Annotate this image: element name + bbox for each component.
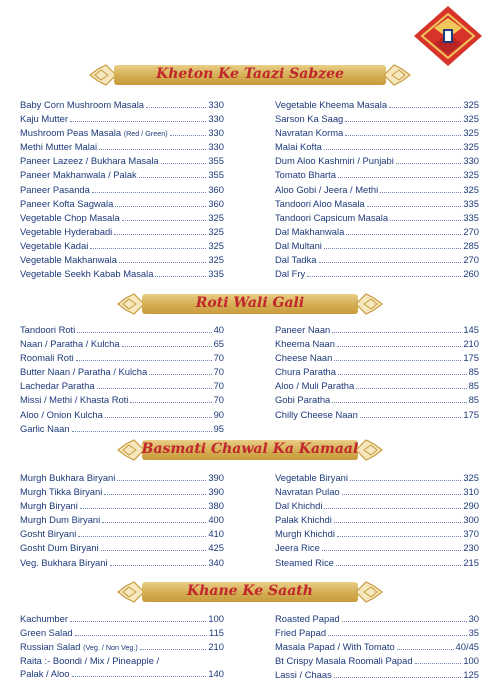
menu-item: Aloo / Onion Kulcha 90 bbox=[20, 408, 224, 420]
menu-column-right bbox=[275, 323, 479, 422]
menu-item: Baby Corn Mushroom Masala 330 bbox=[20, 99, 224, 110]
menu-item: Roomali Roti 70 bbox=[20, 352, 224, 364]
menu-item: Dal Fry 260 bbox=[275, 268, 479, 280]
menu-item: Paneer Naan 145 bbox=[275, 324, 479, 335]
section-banner bbox=[0, 62, 500, 90]
menu-item: Gobi Paratha 85 bbox=[275, 394, 479, 406]
section-title: Khane Ke Saath bbox=[187, 583, 313, 599]
menu-item: Kaju Mutter 330 bbox=[20, 113, 224, 125]
menu-item: Tandoori Aloo Masala 335 bbox=[275, 197, 479, 209]
menu-item: Paneer Makhanwala / Palak 355 bbox=[20, 169, 224, 181]
menu-item: Jeera Rice 230 bbox=[275, 542, 479, 554]
menu-item: Lassi / Chaas 125 bbox=[275, 669, 479, 681]
menu-item: Missi / Methi / Khasta Roti 70 bbox=[20, 394, 224, 406]
menu-item: Bt Crispy Masala Roomali Papad 100 bbox=[275, 655, 479, 667]
menu-item: Murgh Khichdi 370 bbox=[275, 528, 479, 540]
menu-item: Masala Papad / With Tomato 40/45 bbox=[275, 641, 479, 653]
menu-item: Dal Multani 285 bbox=[275, 239, 479, 251]
menu-item: Paneer Kofta Sagwala 360 bbox=[20, 197, 224, 209]
menu-item: Malai Kofta 325 bbox=[275, 141, 479, 153]
section-title: Basmati Chawal Ka Kamaal bbox=[141, 441, 359, 457]
menu-item: Green Salad 115 bbox=[20, 627, 224, 639]
menu-column-right bbox=[275, 471, 479, 570]
menu-item: Sarson Ka Saag 325 bbox=[275, 113, 479, 125]
menu-item: Chilly Cheese Naan 175 bbox=[275, 408, 479, 420]
menu-item: Dal Khichdi 290 bbox=[275, 500, 479, 512]
menu-item: Palak / Aloo 140 bbox=[20, 668, 224, 680]
section-kheton-ke-taazi-sabzee bbox=[0, 62, 500, 90]
menu-item: Vegetable Hyderabadi 325 bbox=[20, 225, 224, 237]
menu-item: Butter Naan / Paratha / Kulcha 70 bbox=[20, 366, 224, 378]
menu-item: Dum Aloo Kashmiri / Punjabi 330 bbox=[275, 155, 479, 167]
menu-item: Tomato Bharta 325 bbox=[275, 169, 479, 181]
menu-item: Lachedar Paratha 70 bbox=[20, 380, 224, 392]
menu-item: Methi Mutter Malai 330 bbox=[20, 141, 224, 153]
menu-item: Murgh Dum Biryani 400 bbox=[20, 514, 224, 526]
menu-item: Fried Papad 35 bbox=[275, 627, 479, 639]
menu-item: Dal Tadka 270 bbox=[275, 254, 479, 266]
section-banner bbox=[0, 437, 500, 465]
menu-column-left bbox=[20, 471, 224, 570]
menu-item: Aloo Gobi / Jeera / Methi 325 bbox=[275, 183, 479, 195]
menu-item: Vegetable Makhanwala 325 bbox=[20, 254, 224, 266]
menu-item: Russian Salad (Veg. / Non Veg.) 210 bbox=[20, 641, 224, 653]
section-title: Kheton Ke Taazi Sabzee bbox=[156, 66, 344, 82]
menu-column-right bbox=[275, 98, 479, 281]
menu-column-left bbox=[20, 612, 224, 681]
section-banner bbox=[0, 579, 500, 607]
menu-item: Tandoori Capsicum Masala 335 bbox=[275, 211, 479, 223]
menu-item: Naan / Paratha / Kulcha 65 bbox=[20, 338, 224, 350]
menu-item: Vegetable Chop Masala 325 bbox=[20, 211, 224, 223]
menu-item: Mushroom Peas Masala (Red / Green) 330 bbox=[20, 127, 224, 139]
menu-item: Murgh Tikka Biryani 390 bbox=[20, 486, 224, 498]
menu-item: Gosht Biryani 410 bbox=[20, 528, 224, 540]
menu-item-line: Raita :- Boondi / Mix / Pineapple / bbox=[20, 655, 160, 667]
menu-item: Dal Makhanwala 270 bbox=[275, 225, 479, 237]
restaurant-logo-icon bbox=[412, 4, 484, 68]
menu-item: Navratan Korma 325 bbox=[275, 127, 479, 139]
section-khane-ke-saath bbox=[0, 579, 500, 607]
section-roti-wali-gali bbox=[0, 291, 500, 319]
menu-item: Paneer Pasanda 360 bbox=[20, 183, 224, 195]
menu-item: Vegetable Kheema Masala 325 bbox=[275, 99, 479, 110]
menu-item: Tandoori Roti 40 bbox=[20, 324, 224, 335]
menu-column-right bbox=[275, 612, 479, 682]
menu-item: Veg. Bukhara Biryani 340 bbox=[20, 556, 224, 568]
section-banner bbox=[0, 291, 500, 319]
menu-column-left bbox=[20, 98, 224, 281]
menu-column-left bbox=[20, 323, 224, 436]
menu-item: Kheema Naan 210 bbox=[275, 338, 479, 350]
menu-item: Gosht Dum Biryani 425 bbox=[20, 542, 224, 554]
menu-item: Vegetable Biryani 325 bbox=[275, 472, 479, 483]
menu-item: Vegetable Seekh Kabab Masala 335 bbox=[20, 268, 224, 280]
menu-item: Cheese Naan 175 bbox=[275, 352, 479, 364]
menu-item: Aloo / Muli Paratha 85 bbox=[275, 380, 479, 392]
menu-item: Steamed Rice 215 bbox=[275, 556, 479, 568]
section-title: Roti Wali Gali bbox=[195, 295, 305, 311]
menu-item: Navratan Pulao 310 bbox=[275, 486, 479, 498]
menu-item: Murgh Biryani 380 bbox=[20, 500, 224, 512]
menu-item: Vegetable Kadai 325 bbox=[20, 239, 224, 251]
menu-item: Murgh Bukhara Biryani 390 bbox=[20, 472, 224, 483]
menu-item: Kachumber 100 bbox=[20, 613, 224, 624]
menu-item: Chura Paratha 85 bbox=[275, 366, 479, 378]
menu-item: Garlic Naan 95 bbox=[20, 422, 224, 434]
section-basmati-chawal-ka-kamaal bbox=[0, 437, 500, 465]
menu-item: Roasted Papad 30 bbox=[275, 613, 479, 624]
menu-item: Palak Khichdi 300 bbox=[275, 514, 479, 526]
menu-item: Paneer Lazeez / Bukhara Masala 355 bbox=[20, 155, 224, 167]
